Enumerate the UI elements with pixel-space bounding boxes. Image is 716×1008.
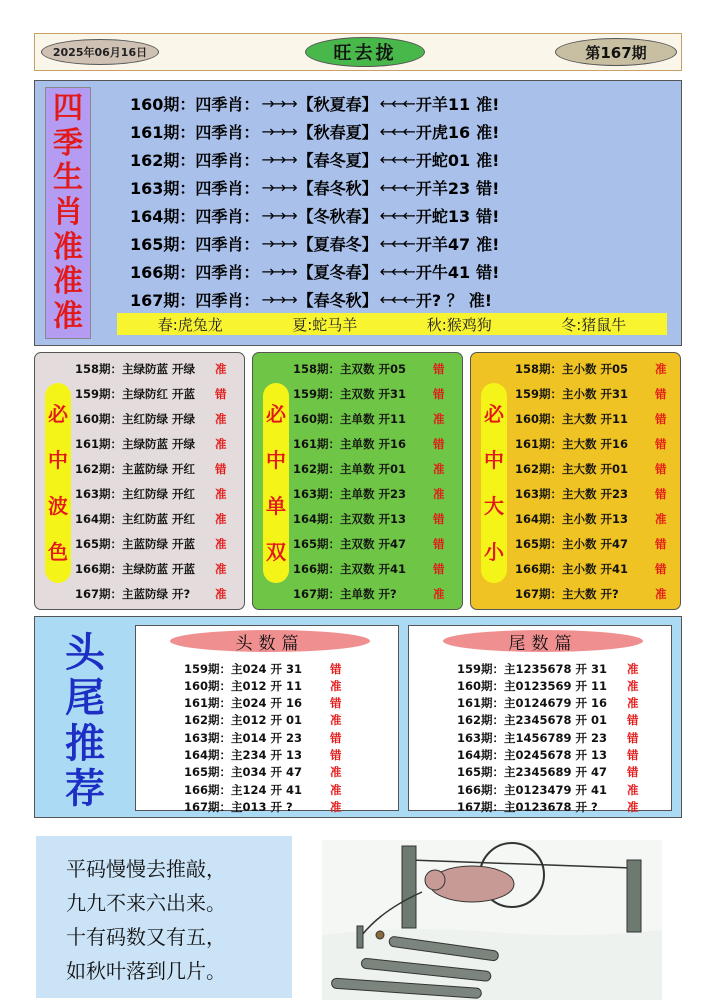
oddeven-box-title bbox=[263, 383, 289, 583]
title-char: 荐 bbox=[65, 764, 105, 812]
result-row bbox=[293, 509, 445, 529]
row-result: 错 bbox=[433, 537, 445, 551]
row-text: 161期：主0124679 开 16 bbox=[457, 696, 608, 711]
season-row-result: 准! bbox=[476, 94, 500, 114]
season-row-seasons: 【冬秋春】 bbox=[297, 206, 378, 226]
row-result: 错 bbox=[655, 412, 667, 426]
title-char: 肖 bbox=[53, 194, 83, 230]
row-text: 165期：主双数 开47 bbox=[293, 537, 407, 551]
season-row-result: 准! bbox=[476, 234, 500, 254]
title-char: 尾 bbox=[65, 674, 105, 722]
season-row-seasons: 【夏冬春】 bbox=[297, 262, 378, 282]
row-text: 167期：主单数 开? bbox=[293, 587, 397, 601]
row-text: 165期：主小数 开47 bbox=[515, 537, 629, 551]
row-text: 159期：主1235678 开 31 bbox=[457, 661, 608, 676]
season-row-period: 161期： bbox=[130, 122, 196, 142]
result-row bbox=[515, 559, 667, 579]
season-row-arrowr: →→→ bbox=[261, 93, 296, 113]
row-text: 166期：主绿防蓝 开蓝 bbox=[75, 562, 196, 576]
season-row-label: 四季肖： bbox=[195, 234, 260, 254]
panel-row bbox=[457, 695, 639, 712]
panel-row bbox=[457, 712, 639, 729]
row-text: 161期：主绿防蓝 开绿 bbox=[75, 437, 196, 451]
season-row-label: 四季肖： bbox=[195, 122, 260, 142]
season-row-arrowr: →→→ bbox=[261, 233, 296, 253]
season-row-period: 164期： bbox=[130, 206, 196, 226]
panel-row bbox=[184, 798, 342, 815]
row-text: 163期：主单数 开23 bbox=[293, 487, 407, 501]
season-row-arrowl: ←←← bbox=[379, 177, 414, 197]
row-result: 错 bbox=[433, 387, 445, 401]
row-text: 165期：主蓝防绿 开蓝 bbox=[75, 537, 196, 551]
row-result: 错 bbox=[433, 437, 445, 451]
row-result: 错 bbox=[330, 730, 342, 745]
row-text: 162期：主2345678 开 01 bbox=[457, 713, 608, 728]
row-text: 166期：主小数 开41 bbox=[515, 562, 629, 576]
result-row bbox=[515, 459, 667, 479]
row-result: 准 bbox=[215, 487, 227, 501]
row-result: 错 bbox=[215, 387, 227, 401]
row-text: 167期：主大数 开? bbox=[515, 587, 619, 601]
result-row bbox=[293, 459, 445, 479]
row-text: 163期：主大数 开23 bbox=[515, 487, 629, 501]
season-legend bbox=[117, 313, 667, 335]
row-text: 162期：主蓝防绿 开红 bbox=[75, 462, 196, 476]
row-text: 166期：主124 开 41 bbox=[184, 782, 303, 797]
legend-item: 春:虎兔龙 bbox=[157, 315, 223, 334]
title-char: 准 bbox=[53, 264, 83, 300]
panel-row bbox=[184, 781, 342, 798]
pig-hoop-illustration bbox=[322, 840, 662, 1000]
row-text: 160期：主大数 开11 bbox=[515, 412, 629, 426]
row-text: 158期：主小数 开05 bbox=[515, 362, 629, 376]
row-result: 准 bbox=[655, 512, 667, 526]
poem-line: 九九不来六出来。 bbox=[66, 891, 226, 915]
panel-row bbox=[457, 781, 639, 798]
season-row-result: 准! bbox=[476, 122, 500, 142]
season-row-seasons: 【夏春冬】 bbox=[297, 234, 378, 254]
season-row-arrowl: ←←← bbox=[379, 149, 414, 169]
title-char: 必 bbox=[266, 402, 286, 426]
head-tail-title bbox=[49, 629, 121, 812]
row-result: 错 bbox=[655, 437, 667, 451]
row-result: 准 bbox=[627, 696, 639, 711]
row-result: 准 bbox=[627, 661, 639, 676]
title-char: 必 bbox=[484, 402, 504, 426]
title-char: 单 bbox=[266, 494, 286, 518]
result-row bbox=[293, 434, 445, 454]
row-result: 准 bbox=[627, 678, 639, 693]
season-row-result: 准! bbox=[468, 290, 493, 310]
result-row bbox=[515, 409, 667, 429]
row-text: 163期：主1456789 开 23 bbox=[457, 730, 608, 745]
head-number-panel bbox=[135, 625, 399, 814]
row-text: 163期：主红防绿 开红 bbox=[75, 487, 196, 501]
row-text: 164期：主234 开 13 bbox=[184, 748, 303, 762]
row-result: 错 bbox=[627, 730, 639, 745]
season-row-seasons: 【秋夏春】 bbox=[297, 94, 378, 114]
row-result: 错 bbox=[627, 748, 639, 762]
title-char: 必 bbox=[48, 402, 68, 426]
result-row bbox=[75, 459, 227, 479]
row-result: 错 bbox=[655, 387, 667, 401]
big-small-box bbox=[470, 352, 681, 610]
season-row-label: 四季肖： bbox=[195, 262, 260, 282]
row-text: 160期：主单数 开11 bbox=[293, 412, 407, 426]
row-result: 错 bbox=[433, 512, 445, 526]
result-row bbox=[75, 359, 227, 379]
row-result: 错 bbox=[330, 748, 342, 762]
season-row-arrowl: ←←← bbox=[379, 93, 414, 113]
result-row bbox=[293, 584, 445, 604]
season-row-period: 160期： bbox=[130, 94, 196, 114]
season-row bbox=[130, 285, 492, 313]
result-row bbox=[293, 484, 445, 504]
result-row bbox=[515, 434, 667, 454]
row-result: 准 bbox=[655, 362, 667, 376]
row-text: 160期：主012 开 11 bbox=[184, 678, 303, 693]
result-row bbox=[293, 534, 445, 554]
panel-row bbox=[457, 660, 639, 677]
season-row-open: 开蛇13 bbox=[415, 206, 471, 226]
season-row bbox=[130, 173, 499, 201]
title-char: 推 bbox=[65, 719, 105, 767]
row-text: 167期：主0123678 开 ? bbox=[457, 799, 598, 814]
row-result: 错 bbox=[330, 661, 342, 676]
row-text: 158期：主绿防蓝 开绿 bbox=[75, 362, 196, 376]
row-text: 162期：主单数 开01 bbox=[293, 462, 407, 476]
season-row-open: 开羊47 bbox=[415, 234, 471, 254]
title-char: 头 bbox=[65, 629, 105, 676]
season-row-seasons: 【春冬秋】 bbox=[297, 178, 378, 198]
row-text: 162期：主大数 开01 bbox=[515, 462, 629, 476]
season-row-period: 166期： bbox=[130, 262, 196, 282]
tail-panel-title: 尾数篇 bbox=[443, 630, 643, 652]
bigsmall-box-title bbox=[481, 383, 507, 583]
row-result: 错 bbox=[655, 487, 667, 501]
season-row-open: 开虎16 bbox=[415, 122, 471, 142]
row-result: 准 bbox=[215, 537, 227, 551]
logo-badge: 旺去拢 bbox=[305, 37, 425, 67]
season-row-period: 167期： bbox=[130, 290, 196, 310]
panel-row bbox=[184, 712, 342, 729]
row-text: 161期：主大数 开16 bbox=[515, 437, 629, 451]
panel-row bbox=[184, 729, 342, 746]
result-row bbox=[75, 384, 227, 404]
row-text: 167期：主蓝防绿 开? bbox=[75, 587, 191, 601]
row-result: 准 bbox=[433, 587, 445, 601]
season-row-seasons: 【春冬夏】 bbox=[297, 150, 378, 170]
poem-box bbox=[36, 836, 292, 998]
poem-line: 平码慢慢去推敲， bbox=[66, 857, 226, 881]
row-text: 163期：主014 开 23 bbox=[184, 730, 303, 745]
row-result: 准 bbox=[330, 678, 342, 693]
result-row bbox=[293, 559, 445, 579]
panel-row bbox=[457, 677, 639, 694]
season-row-arrowl: ←←← bbox=[379, 261, 414, 281]
row-text: 166期：主0123479 开 41 bbox=[457, 782, 608, 797]
result-row bbox=[75, 409, 227, 429]
title-char: 中 bbox=[484, 448, 504, 472]
poem-line: 如秋叶落到几片。 bbox=[66, 959, 226, 983]
wave-color-box bbox=[34, 352, 245, 610]
row-text: 164期：主0245678 开 13 bbox=[457, 748, 608, 762]
row-text: 162期：主012 开 01 bbox=[184, 713, 303, 728]
wave-box-title bbox=[45, 383, 71, 583]
row-result: 准 bbox=[627, 799, 639, 814]
season-row-arrowr: →→→ bbox=[261, 149, 296, 169]
result-row bbox=[515, 384, 667, 404]
title-char: 中 bbox=[266, 448, 286, 472]
result-row bbox=[515, 509, 667, 529]
result-row bbox=[515, 359, 667, 379]
season-row-arrowr: →→→ bbox=[261, 177, 296, 197]
row-result: 准 bbox=[433, 412, 445, 426]
panel-row bbox=[184, 660, 342, 677]
legend-item: 夏:蛇马羊 bbox=[292, 315, 358, 334]
panel-row bbox=[457, 747, 639, 764]
row-text: 165期：主2345689 开 47 bbox=[457, 765, 608, 780]
row-result: 准 bbox=[330, 782, 342, 797]
head-panel-title: 头数篇 bbox=[170, 630, 370, 652]
season-row-open: 开蛇01 bbox=[415, 150, 471, 170]
row-result: 准 bbox=[433, 487, 445, 501]
row-result: 准 bbox=[330, 765, 342, 780]
title-char: 准 bbox=[53, 298, 83, 334]
row-result: 错 bbox=[433, 562, 445, 576]
row-result: 错 bbox=[627, 765, 639, 780]
odd-even-box bbox=[252, 352, 463, 610]
season-row-period: 162期： bbox=[130, 150, 196, 170]
result-row bbox=[515, 584, 667, 604]
row-text: 164期：主小数 开13 bbox=[515, 512, 629, 526]
row-result: 错 bbox=[433, 362, 445, 376]
result-row bbox=[293, 409, 445, 429]
row-result: 错 bbox=[655, 562, 667, 576]
row-result: 准 bbox=[215, 562, 227, 576]
panel-row bbox=[457, 798, 639, 815]
row-text: 165期：主034 开 47 bbox=[184, 765, 303, 780]
row-result: 准 bbox=[215, 362, 227, 376]
row-result: 准 bbox=[215, 512, 227, 526]
result-row bbox=[75, 434, 227, 454]
result-row bbox=[515, 484, 667, 504]
header-bar bbox=[34, 33, 682, 71]
result-row bbox=[75, 509, 227, 529]
row-result: 准 bbox=[330, 713, 342, 728]
season-row-period: 165期： bbox=[130, 234, 196, 254]
title-char: 双 bbox=[266, 540, 286, 564]
season-row-seasons: 【春冬秋】 bbox=[297, 290, 378, 310]
season-row-arrowr: →→→ bbox=[261, 289, 296, 309]
row-text: 160期：主0123569 开 11 bbox=[457, 678, 608, 693]
title-char: 季 bbox=[53, 125, 83, 161]
row-text: 159期：主双数 开31 bbox=[293, 387, 407, 401]
panel-row bbox=[457, 729, 639, 746]
season-row-label: 四季肖： bbox=[195, 94, 260, 114]
season-row-arrowl: ←←← bbox=[379, 289, 414, 309]
result-row bbox=[75, 534, 227, 554]
result-row bbox=[293, 384, 445, 404]
head-tail-section bbox=[34, 616, 682, 818]
row-result: 错 bbox=[215, 462, 227, 476]
poem-line: 十有码数又有五， bbox=[66, 925, 226, 949]
row-text: 158期：主双数 开05 bbox=[293, 362, 407, 376]
row-result: 准 bbox=[215, 587, 227, 601]
row-text: 160期：主红防绿 开绿 bbox=[75, 412, 196, 426]
panel-row bbox=[184, 677, 342, 694]
season-section-title bbox=[45, 87, 91, 339]
season-row-open: 开羊11 bbox=[415, 94, 471, 114]
season-row bbox=[130, 229, 499, 257]
season-row-arrowr: →→→ bbox=[261, 205, 296, 225]
season-row bbox=[130, 89, 499, 117]
title-char: 四 bbox=[53, 91, 83, 127]
season-row-label: 四季肖： bbox=[195, 290, 260, 310]
legend-item: 秋:猴鸡狗 bbox=[426, 315, 492, 334]
season-row bbox=[130, 257, 499, 285]
result-row bbox=[75, 484, 227, 504]
issue-badge: 第167期 bbox=[555, 38, 677, 66]
row-result: 错 bbox=[655, 537, 667, 551]
season-row-seasons: 【秋春夏】 bbox=[297, 122, 378, 142]
season-zodiac-section bbox=[34, 80, 682, 346]
season-row-arrowl: ←←← bbox=[379, 121, 414, 141]
title-char: 准 bbox=[53, 229, 83, 265]
title-char: 小 bbox=[484, 540, 504, 564]
row-text: 161期：主单数 开16 bbox=[293, 437, 407, 451]
row-result: 准 bbox=[655, 587, 667, 601]
title-char: 大 bbox=[484, 494, 504, 518]
season-row bbox=[130, 145, 499, 173]
season-row-arrowl: ←←← bbox=[379, 233, 414, 253]
row-result: 准 bbox=[433, 462, 445, 476]
season-row-period: 163期： bbox=[130, 178, 196, 198]
row-text: 167期：主013 开 ? bbox=[184, 799, 293, 814]
season-row-label: 四季肖： bbox=[195, 206, 260, 226]
row-result: 准 bbox=[330, 799, 342, 814]
title-char: 中 bbox=[48, 448, 68, 472]
tail-number-panel bbox=[408, 625, 672, 814]
panel-row bbox=[457, 764, 639, 781]
season-row-result: 错! bbox=[476, 262, 500, 282]
season-row-label: 四季肖： bbox=[195, 150, 260, 170]
result-row bbox=[75, 559, 227, 579]
panel-row bbox=[184, 764, 342, 781]
row-text: 161期：主024 开 16 bbox=[184, 696, 303, 711]
title-char: 生 bbox=[53, 160, 83, 196]
row-result: 错 bbox=[330, 696, 342, 711]
result-row bbox=[293, 359, 445, 379]
season-row-open: 开牛41 bbox=[415, 262, 471, 282]
panel-row bbox=[184, 695, 342, 712]
row-text: 159期：主024 开 31 bbox=[184, 661, 303, 676]
title-char: 色 bbox=[48, 540, 68, 564]
season-row bbox=[130, 117, 499, 145]
season-row-open: 开羊23 bbox=[415, 178, 471, 198]
legend-item: 冬:猪鼠牛 bbox=[561, 315, 627, 334]
row-text: 159期：主绿防红 开蓝 bbox=[75, 387, 196, 401]
row-result: 准 bbox=[215, 437, 227, 451]
row-text: 164期：主红防蓝 开红 bbox=[75, 512, 196, 526]
row-text: 164期：主双数 开13 bbox=[293, 512, 407, 526]
row-text: 159期：主小数 开31 bbox=[515, 387, 629, 401]
title-char: 波 bbox=[48, 494, 68, 518]
season-row bbox=[130, 201, 499, 229]
row-result: 错 bbox=[627, 713, 639, 728]
season-row-label: 四季肖： bbox=[195, 178, 260, 198]
result-row bbox=[515, 534, 667, 554]
row-result: 错 bbox=[655, 462, 667, 476]
season-row-result: 错! bbox=[476, 206, 500, 226]
row-result: 准 bbox=[215, 412, 227, 426]
season-row-result: 错! bbox=[476, 178, 500, 198]
date-badge: 2025年06月16日 bbox=[41, 39, 159, 65]
result-row bbox=[75, 584, 227, 604]
season-row-arrowr: →→→ bbox=[261, 261, 296, 281]
season-row-open: 开? ？ bbox=[415, 290, 463, 310]
row-text: 166期：主双数 开41 bbox=[293, 562, 407, 576]
season-row-arrowl: ←←← bbox=[379, 205, 414, 225]
panel-row bbox=[184, 747, 342, 764]
season-row-result: 准! bbox=[476, 150, 500, 170]
row-result: 准 bbox=[627, 782, 639, 797]
season-row-arrowr: →→→ bbox=[261, 121, 296, 141]
